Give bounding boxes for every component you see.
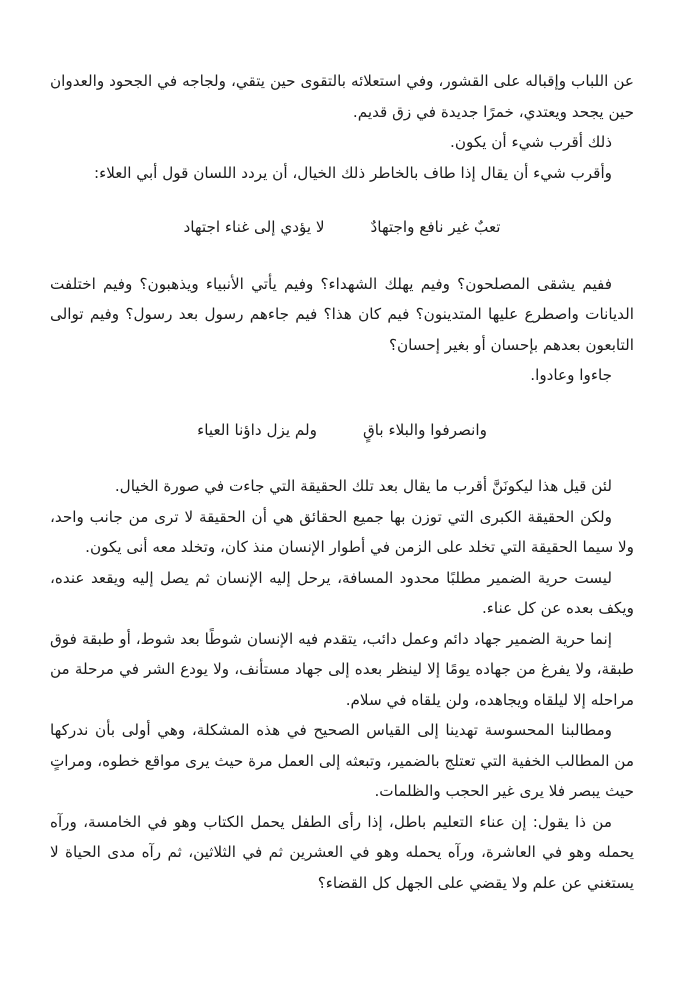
poetry-verse [50,212,634,243]
paragraph: إنما حرية الضمير جهاد دائم وعمل دائب، يتقدم فيه الإنسان شوطًا بعد شوط، أو طبقة فوق طبقة، ولا يفرغ من جهاده يومًا إلا لينظر بعده إلى جهاد مستأنف، ولا يودع الشر في مرحلة من مراحله إلا ليلقاه ويجاهده، ولن يلقاه في سلام. [50,629,634,709]
paragraph: ومطالبنا المحسوسة تهدينا إلى القياس الصحيح في هذه المشكلة، وهي أولى بأن ندركها من المطالب الخفية التي تعتلج بالضمير، وتبعثه إلى العمل مرة حيث يرى مواقع خطوه، ومراتٍ حيث يبصر فلا يرى غير الحجب والظلمات. [50,721,634,800]
paragraph: عن اللباب وإقباله على القشور، وفي استعلائه بالتقوى حين يتقي، ولجاجه في الجحود والعدوان حين يجحد ويعتدي، خمرًا جديدة في زق قديم. [50,72,634,121]
paragraph: ففيم يشقى المصلحون؟ وفيم يهلك الشهداء؟ وفيم يأتي الأنبياء ويذهبون؟ وفيم اختلفت الديانات واصطرع عليها المتدينون؟ فيم كان هذا؟ فيم جاءهم رسول بعد رسول؟ وفيم توالى التابعون بعدهم بإحسان أو بغير إحسان؟ [50,274,634,354]
paragraph: ذلك أقرب شيء أن يكون. [450,133,612,151]
verse-hemistich: تعبٌ غير نافع واجتهادٌ [370,218,501,236]
verse-hemistich: وانصرفوا والبلاء باقٍ [363,420,487,439]
paragraph: لئن قيل هذا ليكونَنَّ أقرب ما يقال بعد تلك الحقيقة التي جاءت في صورة الخيال. [114,477,612,495]
paragraph: ولكن الحقيقة الكبرى التي توزن بها جميع الحقائق هي أن الحقيقة لا ترى من جانب واحد، ولا سيما الحقيقة التي تخلد على الزمن في أطوار الإنسان منذ كان، وتخلد معه أنى يكون. [50,507,634,556]
paragraph: وأقرب شيء أن يقال إذا طاف بالخاطر ذلك الخيال، أن يردد اللسان قول أبي العلاء: [93,163,612,182]
paragraph: ليست حرية الضمير مطلبًا محدود المسافة، يرحل إليه الإنسان ثم يصل إليه ويقعد عنده، ويكف بعده عن كل عناء. [50,568,634,617]
verse-hemistich: ولم يزل داؤنا العياء [197,420,317,439]
poetry-verse [50,415,634,446]
paragraph: من ذا يقول: إن عناء التعليم باطل، إذا رأى الطفل يحمل الكتاب وهو في الخامسة، ورآه يحمله وهو في العاشرة، ورآه يحمله وهو في العشرين ثم في الثلاثين، ثم رآه مدى الحياة لا يستغني عن علم ولا يقضي على الجهل كل القضاء؟ [50,812,634,892]
verse-hemistich: لا يؤدي إلى غناء اجتهاد [183,218,325,236]
paragraph: جاءوا وعادوا. [530,366,612,384]
